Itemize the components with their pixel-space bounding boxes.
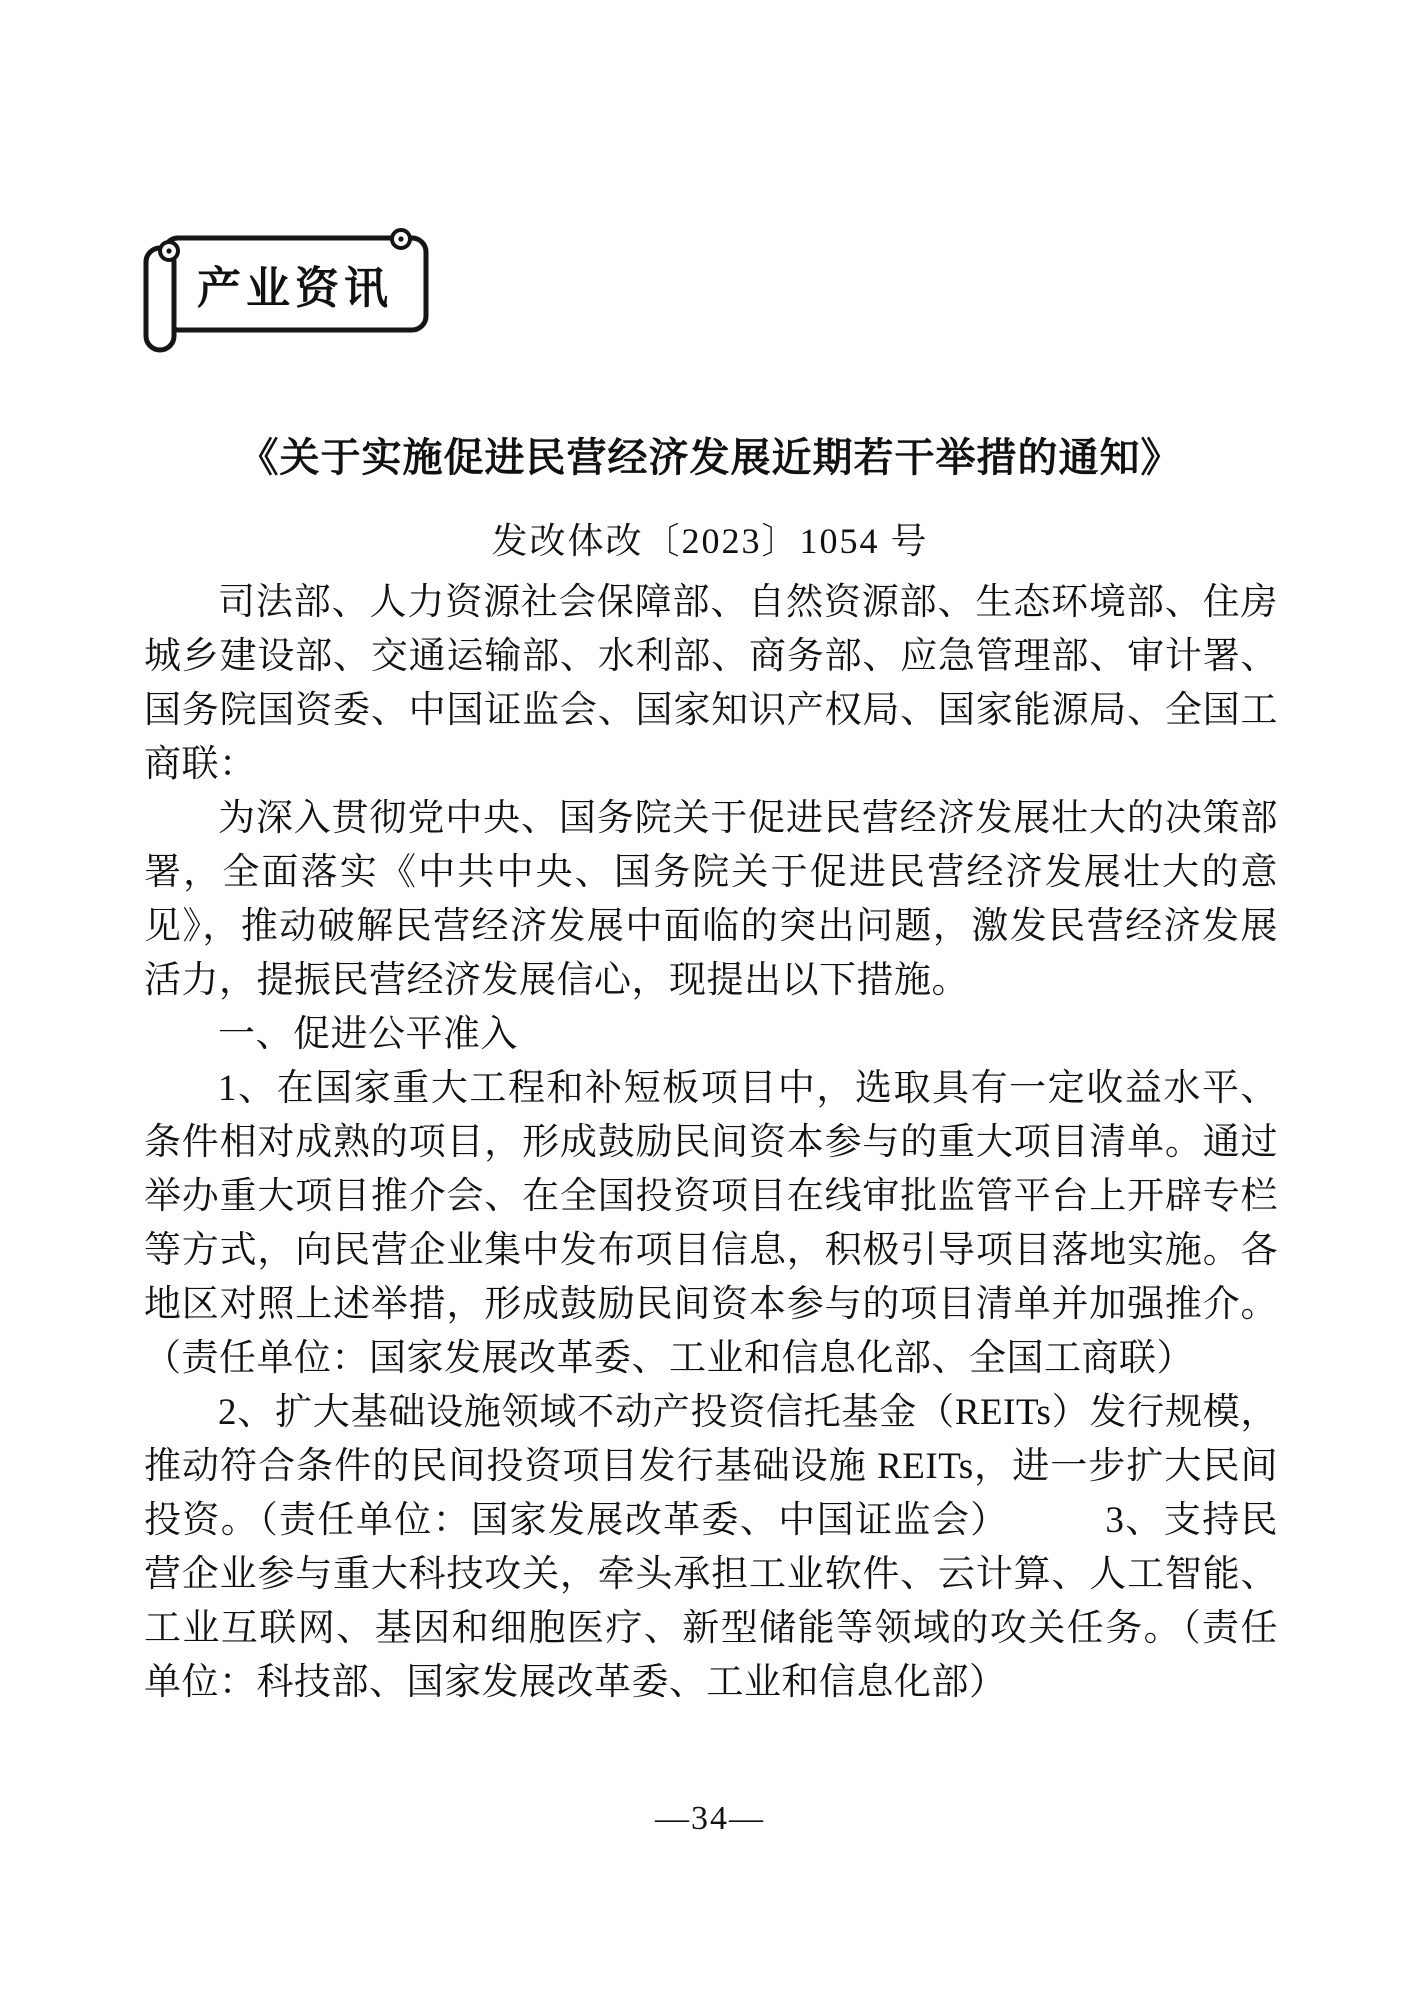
- page-number: —34—: [655, 1800, 765, 1837]
- paragraph-recipients: 司法部、人力资源社会保障部、自然资源部、生态环境部、住房城乡建设部、交通运输部、水利部、商务部、应急管理部、审计署、国务院国资委、中国证监会、国家知识产权局、国家能源局、全国工商联：: [144, 582, 1278, 785]
- paragraph-section-heading: 一、促进公平准入: [218, 1014, 518, 1055]
- paragraph-measure-1: 1、在国家重大工程和补短板项目中，选取具有一定收益水平、条件相对成熟的项目，形成鼓励民间资本参与的重大项目清单。通过举办重大项目推介会、在全国投资项目在线审批监管平台上开辟专栏等方式，向民营企业集中发布项目信息，积极引导项目落地实施。各地区对照上述举措，形成鼓励民间资本参与的项目清单并加强推介。（责任单位：国家发展改革委、工业和信息化部、全国工商联）: [144, 1068, 1278, 1379]
- badge-label: 产业资讯: [197, 264, 393, 313]
- paragraph-preamble: 为深入贯彻党中央、国务院关于促进民营经济发展壮大的决策部署，全面落实《中共中央、国务院关于促进民营经济发展壮大的意见》，推动破解民营经济发展中面临的突出问题，激发民营经济发展活力，提振民营经济发展信心，现提出以下措施。: [144, 798, 1278, 1001]
- scroll-banner: [138, 224, 438, 356]
- document-title: 《关于实施促进民营经济发展近期若干举措的通知》: [238, 434, 1182, 480]
- document-body: [144, 576, 1278, 1710]
- document-number: 发改体改〔2023〕1054 号: [491, 521, 929, 561]
- paragraph-measures-2-3: 2、扩大基础设施领域不动产投资信托基金（REITs）发行规模，推动符合条件的民间投资项目发行基础设施 REITs，进一步扩大民间投资。（责任单位：国家发展改革委、中国证监会） 3、支持民营企业参与重大科技攻关，牵头承担工业软件、云计算、人工智能、工业互联网、基因和细胞医疗、新型储能等领域的攻关任务。（责任单位：科技部、国家发展改革委、工业和信息化部）: [144, 1392, 1278, 1703]
